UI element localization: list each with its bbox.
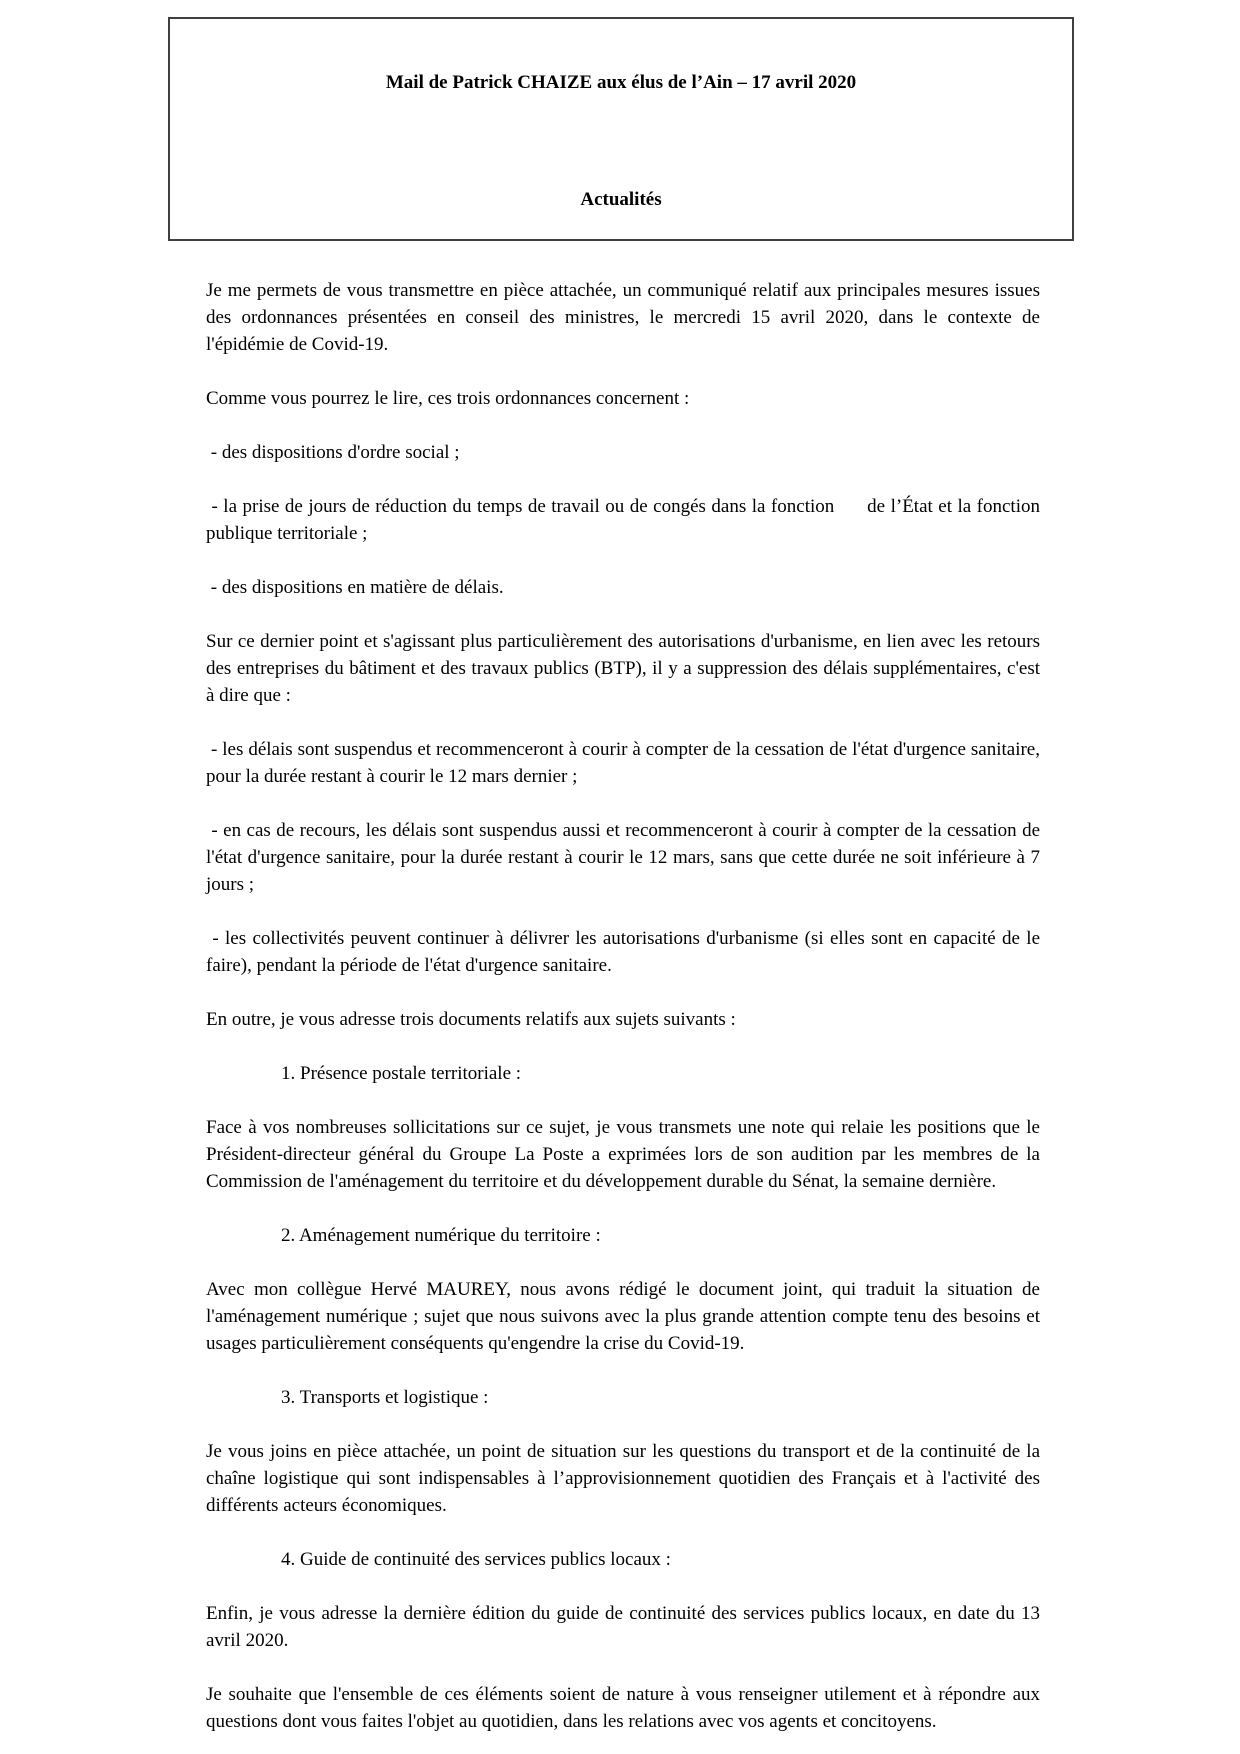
paragraph-lead-in: Comme vous pourrez le lire, ces trois ordonnances concernent : <box>206 388 690 409</box>
section-heading-2: 2. Aménagement numérique du territoire : <box>281 1225 601 1246</box>
section-heading-4: 4. Guide de continuité des services publics locaux : <box>281 1549 671 1570</box>
bullet-item: - les collectivités peuvent continuer à délivrer les autorisations d'urbanisme (si elles sont en capacité de le faire), pendant la période de l'état d'urgence sanitaire. <box>206 928 1040 976</box>
bullet-item: - en cas de recours, les délais sont suspendus aussi et recommenceront à courir à compter de la cessation de l'état d'urgence sanitaire, pour la durée restant à courir le 12 mars, sans que cette durée ne soit inférieure à 7 jours ; <box>206 820 1040 895</box>
paragraph-guide: Enfin, je vous adresse la dernière édition du guide de continuité des services publics locaux, en date du 13 avril 2020. <box>206 1603 1040 1651</box>
bullet-item: - des dispositions d'ordre social ; <box>206 442 460 463</box>
document-body <box>206 277 1040 1735</box>
bullet-item: - la prise de jours de réduction du temps de travail ou de congés dans la fonction de l’État et la fonction publique territoriale ; <box>206 496 1040 544</box>
paragraph-en-outre: En outre, je vous adresse trois documents relatifs aux sujets suivants : <box>206 1009 736 1030</box>
section-heading-3: 3. Transports et logistique : <box>281 1387 489 1408</box>
document-title: Mail de Patrick CHAIZE aux élus de l’Ain – 17 avril 2020 <box>385 72 857 93</box>
section-heading-1: 1. Présence postale territoriale : <box>281 1063 522 1084</box>
bullet-item: - des dispositions en matière de délais. <box>206 577 504 598</box>
paragraph-closing: Je souhaite que l'ensemble de ces éléments soient de nature à vous renseigner utilement et à répondre aux questions dont vous faites l'objet au quotidien, dans les relations avec vos agents et concitoyens. <box>206 1684 1040 1732</box>
paragraph-intro: Je me permets de vous transmettre en pièce attachée, un communiqué relatif aux principales mesures issues des ordonnances présentées en conseil des ministres, le mercredi 15 avril 2020, dans le contexte de l'épidémie de Covid-19. <box>206 280 1040 355</box>
paragraph-transports: Je vous joins en pièce attachée, un point de situation sur les questions du transport et de la continuité de la chaîne logistique qui sont indispensables à l’approvisionnement quotidien des Français et à l'activité des différents acteurs économiques. <box>206 1441 1040 1516</box>
paragraph-numerique: Avec mon collègue Hervé MAUREY, nous avons rédigé le document joint, qui traduit la situation de l'aménagement numérique ; sujet que nous suivons avec la plus grande attention compte tenu des besoins et usages particulièrement conséquents qu'engendre la crise du Covid-19. <box>206 1279 1040 1354</box>
header-box <box>168 17 1074 241</box>
document-subtitle: Actualités <box>580 189 662 210</box>
paragraph-la-poste: Face à vos nombreuses sollicitations sur ce sujet, je vous transmets une note qui relaie les positions que le Président-directeur général du Groupe La Poste a exprimées lors de son audition par les membres de la Commission de l'aménagement du territoire et du développement durable du Sénat, la semaine dernière. <box>206 1117 1040 1192</box>
paragraph-urbanisme: Sur ce dernier point et s'agissant plus particulièrement des autorisations d'urbanisme, en lien avec les retours des entreprises du bâtiment et des travaux publics (BTP), il y a suppression des délais supplémentaires, c'est à dire que : <box>206 631 1040 706</box>
bullet-item: - les délais sont suspendus et recommenceront à courir à compter de la cessation de l'état d'urgence sanitaire, pour la durée restant à courir le 12 mars dernier ; <box>206 739 1040 787</box>
